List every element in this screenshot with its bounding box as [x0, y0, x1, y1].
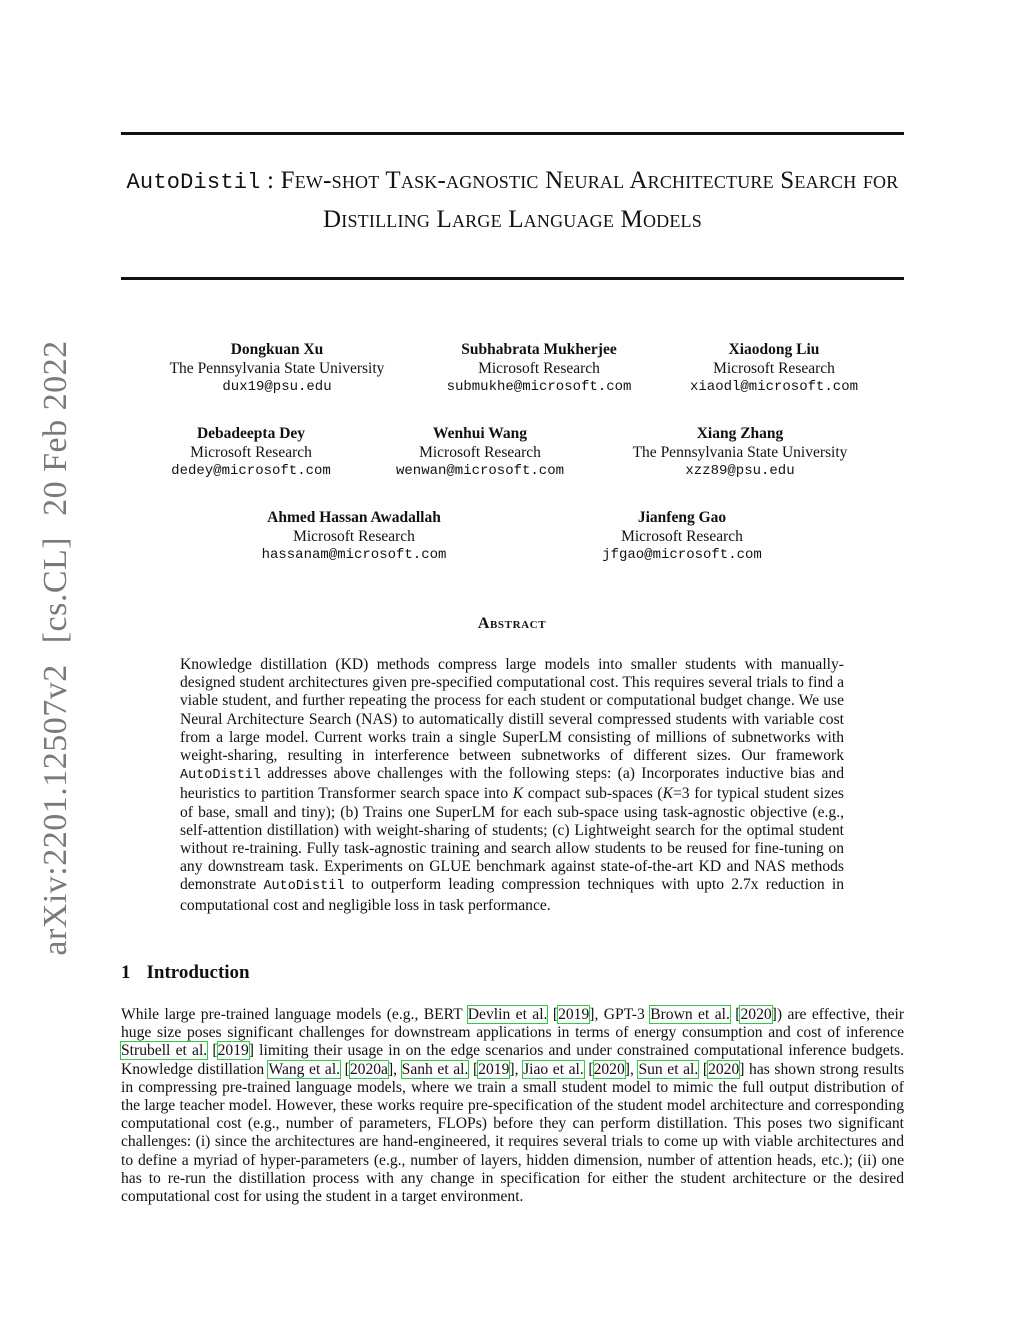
section-title: Introduction [146, 962, 250, 983]
citation-link[interactable]: 2019 [217, 1042, 249, 1060]
author-block [602, 509, 762, 565]
abstract-heading: Abstract [477, 615, 547, 632]
author-affiliation: Microsoft Research [478, 359, 600, 377]
author-email[interactable]: dedey@microsoft.com [171, 463, 331, 479]
abstract-segment: to outperform leading compression techniques with upto 2.7x reduction in computational cost and negligible loss in task performance. [180, 876, 845, 914]
arxiv-date: 20 Feb 2022 [37, 340, 74, 516]
author-affiliation: Microsoft Research [713, 359, 835, 377]
citation-link[interactable]: Jiao et al. [523, 1060, 584, 1078]
intro-segment: ], [387, 1060, 402, 1078]
author-email[interactable]: jfgao@microsoft.com [602, 547, 762, 563]
title-rule-bottom [121, 277, 904, 280]
abstract-segment: =3 for typical student sizes of base, small and tiny); (b) Trains one SuperLM for each sub-space using task-agnostic objective (e.g., self-attention distillation) with weight-sharing of students; (c) Lightweight search for the optimal student without re-training. Fully task-agnostic training and search allow students to be reused for fine-tuning on any downstream task. Experiments on GLUE benchmark against state-of-the-art KD and NAS methods demonstrate [180, 785, 844, 894]
citation-link[interactable]: Devlin et al. [467, 1006, 548, 1023]
author-name: Debadeepta Dey [196, 425, 306, 442]
citation-link[interactable]: 2020 [708, 1060, 740, 1078]
intro-segment: ], [509, 1060, 524, 1078]
citation-link[interactable]: Sun et al. [638, 1060, 699, 1078]
author-block [633, 425, 848, 481]
intro-segment: [ [547, 1006, 559, 1023]
author-name: Subhabrata Mukherjee [461, 341, 617, 358]
author-block [396, 425, 564, 481]
intro-segment: [ [698, 1060, 709, 1078]
author-block [447, 341, 632, 397]
citation-link[interactable]: 2020a [349, 1060, 388, 1078]
citation-link[interactable]: Brown et al. [650, 1006, 730, 1023]
citation-link[interactable]: Sanh et al. [401, 1060, 469, 1078]
arxiv-category: [cs.CL] [37, 536, 74, 644]
author-affiliation: The Pennsylvania State University [632, 443, 848, 461]
author-affiliation: Microsoft Research [190, 443, 312, 461]
author-name: Xiang Zhang [696, 425, 784, 442]
citation-link[interactable]: Strubell et al. [121, 1042, 208, 1060]
abstract-segment: Knowledge distillation (KD) methods compress large models into smaller students with manually-designed student architectures given pre-specified computational cost. This requires several trials to find a viable student, and further repeating the process for each student or computational budget change. We use Neural Architecture Search (NAS) to automatically distill several compressed students with variable cost from a large model. Current works train a single SuperLM consisting of millions of subnetworks with weight-sharing, resulting in interference between subnetworks of different sizes. Our framework [180, 656, 844, 765]
intro-segment: ] limiting their usage in on the edge scenarios and under constrained computational inference budgets. Knowledge distillation [121, 1042, 904, 1078]
author-block [171, 425, 331, 481]
arxiv-stamp [37, 334, 75, 961]
author-name: Ahmed Hassan Awadallah [267, 509, 441, 526]
author-email[interactable]: submukhe@microsoft.com [446, 379, 632, 395]
intro-segment: [ [468, 1060, 479, 1078]
author-name: Xiaodong Liu [728, 341, 820, 358]
abstract-text [180, 656, 844, 915]
title-text: : Few-shot Task-agnostic Neural Architecture Search for Distilling Large Language Models [260, 167, 899, 233]
intro-segment: [ [207, 1042, 218, 1060]
section-number: 1 [121, 962, 131, 983]
author-email[interactable]: dux19@psu.edu [222, 379, 332, 395]
intro-segment: While large pre-trained language models (e.g., BERT [121, 1006, 468, 1023]
abstract-code-name: AutoDistil [180, 768, 262, 784]
citation-link[interactable]: 2019 [558, 1006, 590, 1023]
author-affiliation: The Pennsylvania State University [169, 359, 385, 377]
paper-title [121, 162, 904, 238]
author-name: Jianfeng Gao [637, 509, 727, 526]
intro-segment: ], [624, 1060, 639, 1078]
citation-link[interactable]: 2019 [478, 1060, 510, 1078]
author-affiliation: Microsoft Research [293, 527, 415, 545]
abstract-math: K [512, 785, 524, 803]
author-email[interactable]: hassanam@microsoft.com [261, 547, 447, 563]
author-block [262, 509, 447, 565]
intro-segment: ] has shown strong results in compressing pre-trained language models, where we train a small student model to mimic the full output distribution of the large teacher model. However, these works require pre-specification of the student model architecture and corresponding computational cost (e.g., number of parameters, FLOPs) before they can perform distillation. This poses two significant challenges: (i) since the architectures are hand-engineered, it requires several trials to come up with viable architectures and to define a myriad of hyper-parameters (e.g., number of layers, hidden dimension, number of attention heads, etc.); (ii) one has to re-run the distillation process with any change in specification for either the student architecture or the desired computational cost for using the student in a target environment. [121, 1060, 905, 1206]
author-block [170, 341, 385, 397]
title-system-name: AutoDistil [126, 170, 261, 195]
author-email[interactable]: xzz89@psu.edu [685, 463, 795, 479]
abstract-segment: compact sub-spaces ( [523, 785, 663, 803]
author-email[interactable]: wenwan@microsoft.com [395, 463, 565, 479]
intro-paragraph [121, 1006, 904, 1206]
arxiv-id: arXiv:2201.12507v2 [37, 664, 74, 956]
citation-link[interactable]: Wang et al. [268, 1060, 341, 1078]
author-block [690, 341, 858, 397]
author-email[interactable]: xiaodl@microsoft.com [689, 379, 859, 395]
intro-segment: [ [583, 1060, 594, 1078]
author-affiliation: Microsoft Research [621, 527, 743, 545]
intro-segment: ]) are effective, their huge size poses significant challenges for downstream applications in terms of energy consumption and cost of inference [121, 1006, 905, 1042]
abstract-segment: addresses above challenges with the following steps: (a) Incorporates inductive bias and heuristics to partition Transformer search space into [180, 765, 844, 803]
author-name: Dongkuan Xu [230, 341, 324, 358]
citation-link[interactable]: 2020 [740, 1006, 772, 1023]
abstract-math: K [662, 785, 673, 803]
intro-segment: [ [340, 1060, 350, 1078]
citation-link[interactable]: 2020 [593, 1060, 625, 1078]
author-name: Wenhui Wang [432, 425, 528, 442]
intro-segment: ], GPT-3 [589, 1006, 651, 1023]
intro-segment: [ [729, 1006, 741, 1023]
section-heading-introduction [121, 962, 250, 984]
abstract-code-name: AutoDistil [263, 879, 345, 895]
author-affiliation: Microsoft Research [419, 443, 541, 461]
title-rule-top [121, 132, 904, 135]
